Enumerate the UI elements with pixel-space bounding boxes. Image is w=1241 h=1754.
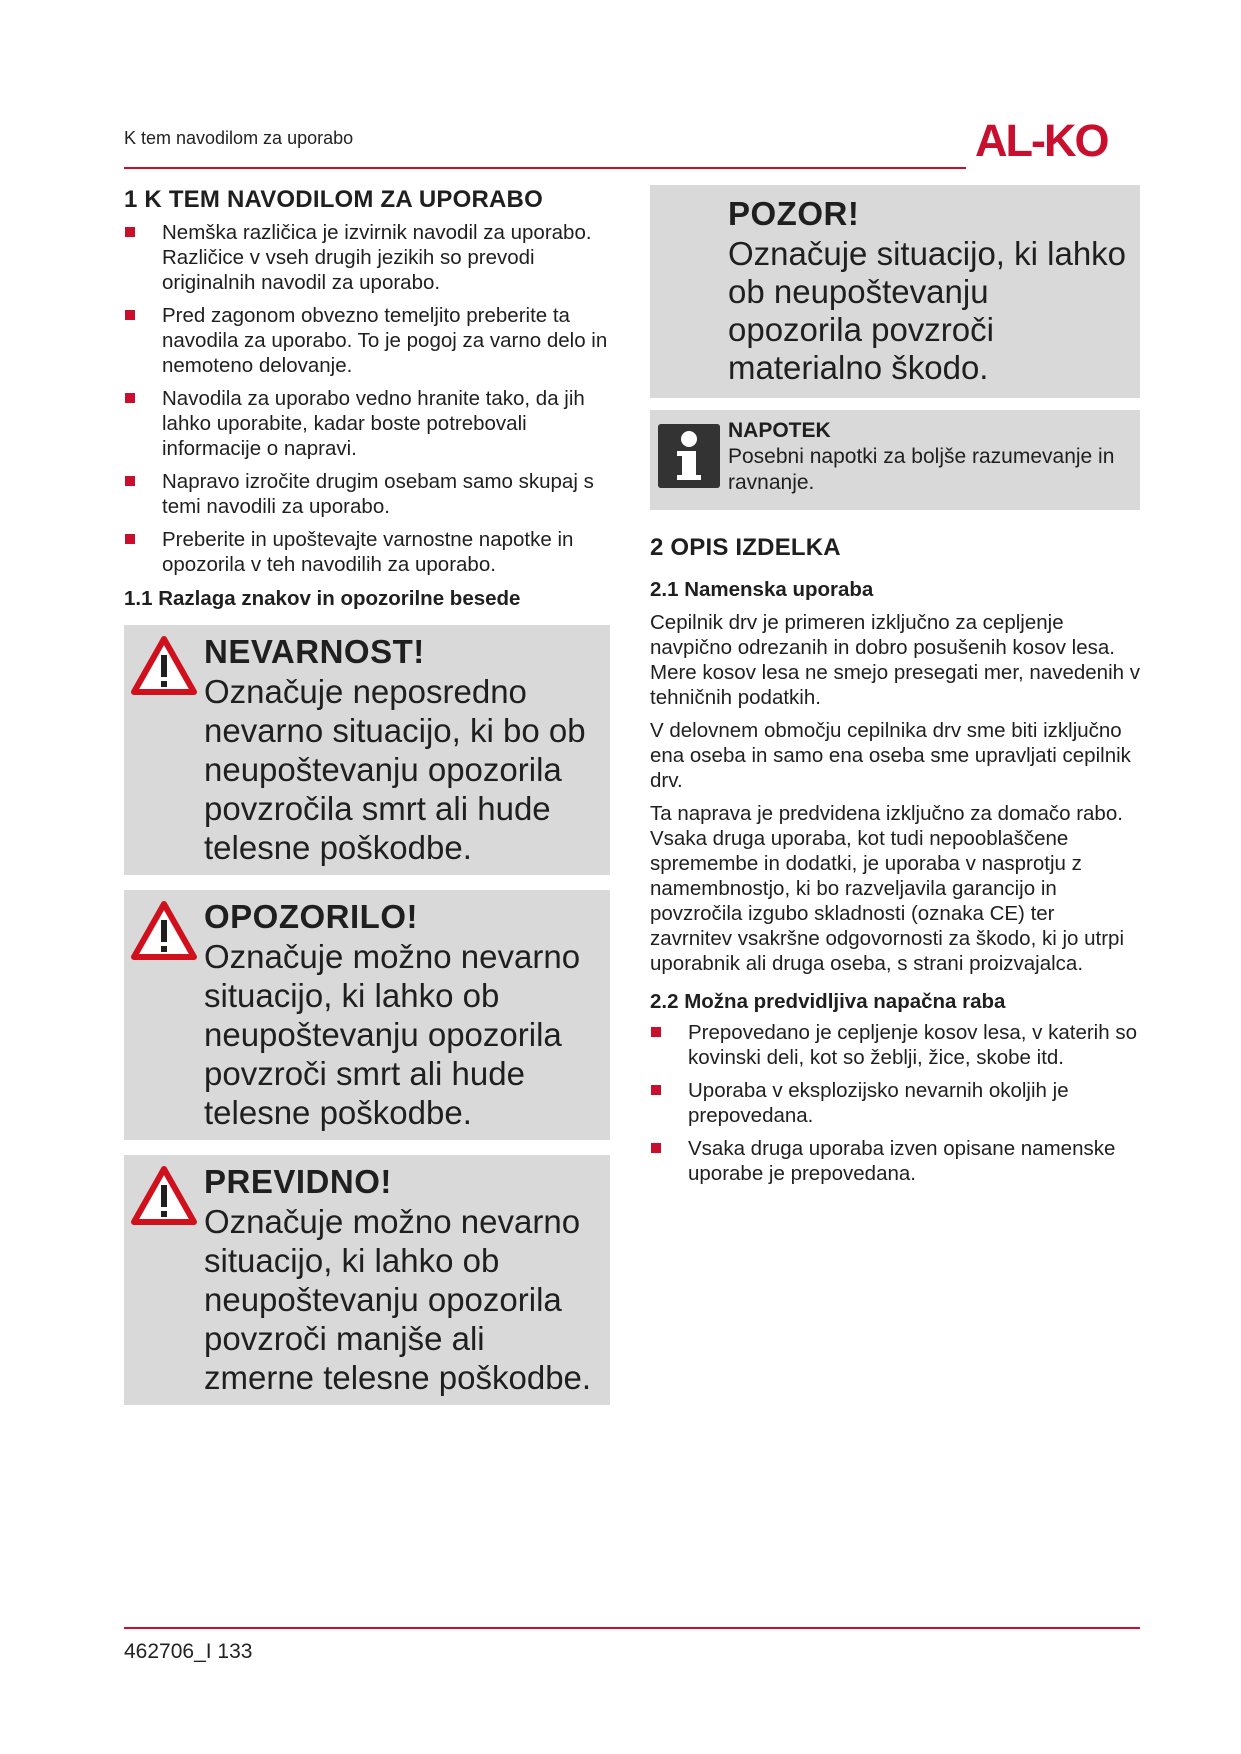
svg-text:AL-KO: AL-KO <box>975 118 1108 162</box>
caution-title: PREVIDNO! <box>204 1163 392 1200</box>
list-item: Prepovedano je cepljenje kosov lesa, v katerih so kovinski deli, kot so žeblji, žice, skobe itd. <box>650 1020 1140 1070</box>
notice-box <box>650 185 1140 398</box>
warning-box <box>124 890 610 1140</box>
logo-graphic <box>975 118 1140 162</box>
paragraph: Ta naprava je predvidena izključno za domačo rabo. Vsaka druga uporaba, kot tudi nepooblaščene spremembe in dodatki, je uporaba v nasprotju z namembnostjo, ki bo razveljavila garancijo in povzročila izgubo skladnosti (oznaka CE) ter zavrnitev vsakršne odgovornosti za škodo, ki jo utrpi uporabnik ali druga oseba, s strani proizvajalca. <box>650 802 1125 975</box>
subsection-1-1-title: 1.1 Razlaga znakov in opozorilne besede <box>124 587 521 610</box>
page-number: 462706_I 133 <box>124 1640 253 1663</box>
bullet-square-icon <box>125 534 135 544</box>
alko-logo <box>975 118 1140 162</box>
running-header: K tem navodilom za uporabo <box>124 128 354 148</box>
caution-box <box>124 1155 610 1405</box>
list-item: Preberite in upoštevajte varnostne napotke in opozorila v teh navodilih za uporabo. <box>124 527 610 577</box>
bullet-square-icon <box>125 310 135 320</box>
notice-title: POZOR! <box>728 195 860 232</box>
warning-triangle-icon <box>130 635 198 697</box>
list-item: Napravo izročite drugim osebam samo skupaj s temi navodili za uporabo. <box>124 469 610 519</box>
caution-text: Označuje možno nevarno situacijo, ki lahko ob neupoštevanju opozorila povzroči manjše ali zmerne telesne poškodbe. <box>204 1203 592 1396</box>
danger-title: NEVARNOST! <box>204 633 425 670</box>
section-2-title: 2 OPIS IZDELKA <box>650 534 841 561</box>
danger-box <box>124 625 610 875</box>
bullet-square-icon <box>651 1027 661 1037</box>
paragraph: Cepilnik drv je primeren izključno za cepljenje navpično odrezanih in dobro posušenih kosov lesa. Mere kosov lesa ne smejo presegati mer, navedenih v tehničnih podatkih. <box>650 611 1140 709</box>
section-1-bullets <box>124 220 610 577</box>
notice-text: Označuje situacijo, ki lahko ob neupoštevanju opozorila povzroči materialno škodo. <box>728 235 1127 386</box>
info-title: NAPOTEK <box>728 419 831 442</box>
section-2-2-bullets <box>650 1020 1140 1186</box>
warning-triangle-icon <box>130 1165 198 1227</box>
bullet-square-icon <box>125 227 135 237</box>
warning-title: OPOZORILO! <box>204 898 418 935</box>
list-item: Vsaka druga uporaba izven opisane namenske uporabe je prepovedana. <box>650 1136 1140 1186</box>
section-1-title: 1 K TEM NAVODILOM ZA UPORABO <box>124 186 543 213</box>
bullet-square-icon <box>125 393 135 403</box>
info-icon <box>658 424 720 488</box>
info-box <box>650 410 1140 510</box>
header-divider <box>124 167 966 169</box>
bullet-square-icon <box>125 476 135 486</box>
right-column <box>650 185 1140 1194</box>
list-item: Uporaba v eksplozijsko nevarnih okoljih je prepovedana. <box>650 1078 1140 1128</box>
bullet-square-icon <box>651 1143 661 1153</box>
bullet-square-icon <box>651 1085 661 1095</box>
paragraph: V delovnem območju cepilnika drv sme biti izključno ena oseba in samo ena oseba sme upravljati cepilnik drv. <box>650 719 1131 792</box>
list-item: Navodila za uporabo vedno hranite tako, da jih lahko uporabite, kadar boste potrebovali informacije o napravi. <box>124 386 610 461</box>
list-item: Pred zagonom obvezno temeljito preberite ta navodila za uporabo. To je pogoj za varno delo in nemoteno delovanje. <box>124 303 610 378</box>
danger-text: Označuje neposredno nevarno situacijo, ki bo ob neupoštevanju opozorila povzročila smrt ali hude telesne poškodbe. <box>204 673 586 866</box>
list-item: Nemška različica je izvirnik navodil za uporabo. Različice v vseh drugih jezikih so prevodi originalnih navodil za uporabo. <box>124 220 610 295</box>
warning-text: Označuje možno nevarno situacijo, ki lahko ob neupoštevanju opozorila povzroči smrt ali hude telesne poškodbe. <box>204 938 581 1131</box>
left-column <box>124 186 610 1405</box>
warning-triangle-icon <box>130 900 198 962</box>
info-text: Posebni napotki za boljše razumevanje in ravnanje. <box>728 445 1115 494</box>
subsection-2-1-title: 2.1 Namenska uporaba <box>650 578 874 601</box>
subsection-2-2-title: 2.2 Možna predvidljiva napačna raba <box>650 990 1006 1013</box>
footer-divider <box>124 1627 1140 1629</box>
